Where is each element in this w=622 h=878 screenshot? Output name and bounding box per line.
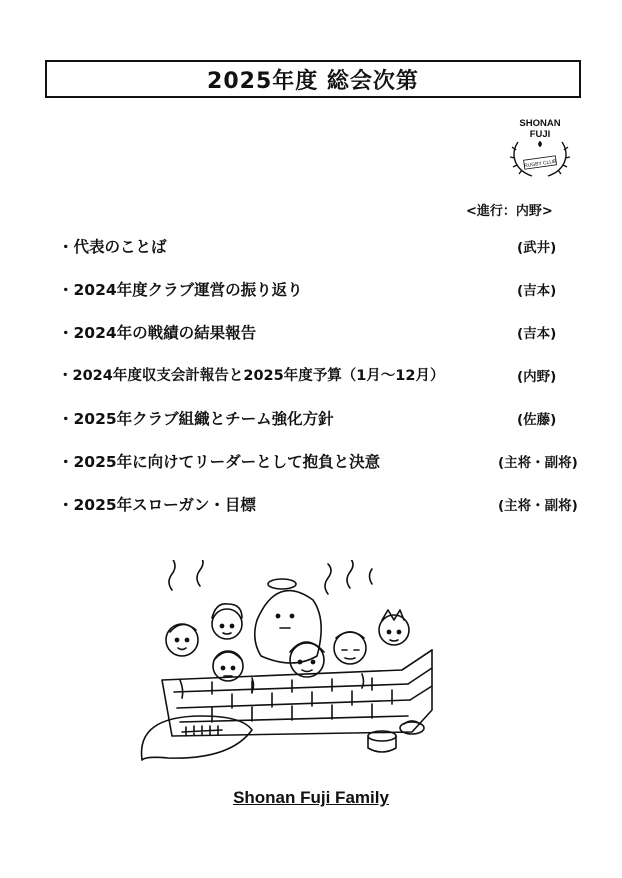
agenda-item [58, 482, 588, 525]
agenda-item-text: ・代表のことば [58, 237, 167, 256]
page-title: 2025年度 総会次第 [45, 60, 581, 98]
agenda-item-presenter: (佐藤) [517, 411, 557, 428]
agenda-list [58, 224, 588, 525]
facilitator-note: <進行：内野> [466, 204, 553, 219]
agenda-item-presenter: (主将・副将) [498, 497, 578, 514]
footer-caption: Shonan Fuji Family [233, 788, 389, 807]
agenda-item-presenter: (内野) [517, 368, 557, 385]
agenda-item-text: ・2025年スローガン・目標 [58, 495, 256, 514]
onsen-family-illustration [132, 560, 452, 785]
agenda-item-presenter: (武井) [517, 239, 557, 256]
agenda-item [58, 396, 588, 439]
agenda-item-text: ・2024年の戦績の結果報告 [58, 323, 257, 342]
agenda-item [58, 267, 588, 310]
logo-line2: FUJI [529, 129, 551, 140]
agenda-item [58, 224, 588, 267]
agenda-item-presenter: (主将・副将) [498, 454, 578, 471]
agenda-item-presenter: (吉本) [517, 282, 557, 299]
agenda-item-text: ・2024年度クラブ運営の振り返り [58, 280, 303, 299]
club-logo [504, 112, 576, 182]
agenda-item-text: ・2025年に向けてリーダーとして抱負と決意 [58, 452, 381, 471]
agenda-item-text: ・2025年クラブ組織とチーム強化方針 [58, 409, 334, 428]
agenda-item [58, 310, 588, 353]
agenda-item [58, 439, 588, 482]
agenda-item [58, 353, 588, 396]
logo-line1: SHONAN [519, 118, 561, 129]
logo-ribbon-text: RUGBY CLUB [523, 158, 557, 170]
agenda-item-presenter: (吉本) [517, 325, 557, 342]
agenda-item-text: ・2024年度収支会計報告と2025年度予算（1月～12月） [58, 368, 445, 384]
